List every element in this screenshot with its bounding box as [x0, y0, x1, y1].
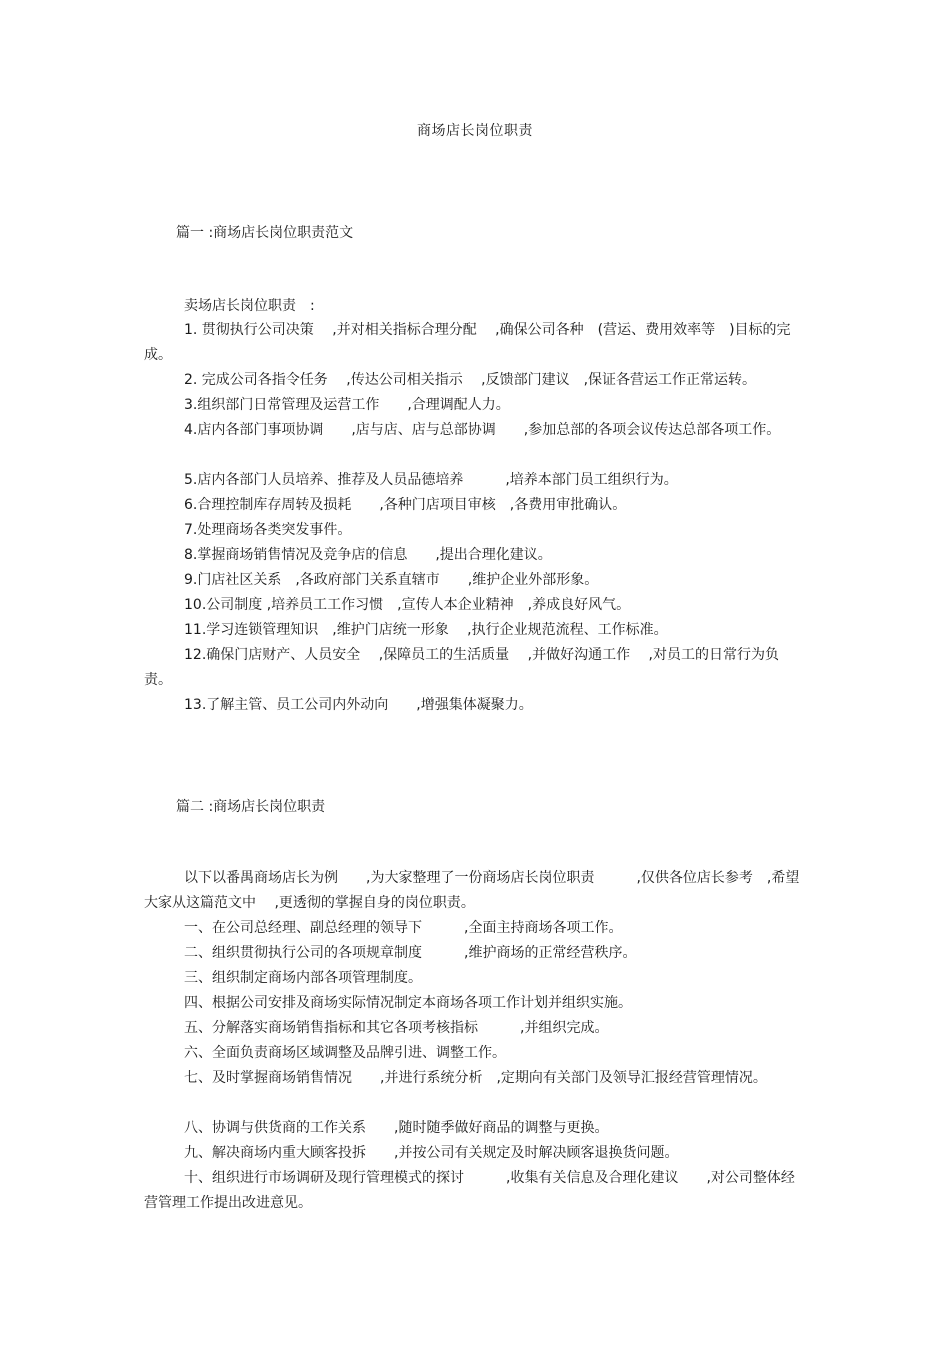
section2-item-4: 四、根据公司安排及商场实际情况制定本商场各项工作计划并组织实施。 [184, 995, 632, 1011]
section1-item-7: 7.处理商场各类突发事件。 [184, 522, 352, 538]
section1-item-1: 1. 贯彻执行公司决策 ,并对相关指标合理分配 ,确保公司各种 (营运、费用效率等 )目标的完成。 [144, 322, 791, 363]
section1-heading: 篇一 :商场店长岗位职责范文 [176, 225, 354, 241]
section2-item-2: 二、组织贯彻执行公司的各项规章制度 ,维护商场的正常经营秩序。 [184, 945, 637, 961]
section2-intro: 以下以番禺商场店长为例 ,为大家整理了一份商场店长岗位职责 ,仅供各位店长参考 ,希望大家从这篇范文中 ,更透彻的掌握自身的岗位职责。 [144, 870, 800, 911]
section1-item-6: 6.合理控制库存周转及损耗 ,各种门店项目审核 ,各费用审批确认。 [184, 497, 627, 513]
section2-item-6: 六、全面负责商场区域调整及品牌引进、调整工作。 [184, 1045, 506, 1061]
section2-heading: 篇二 :商场店长岗位职责 [176, 799, 326, 815]
section1-item-10: 10.公司制度 ,培养员工工作习惯 ,宣传人本企业精神 ,养成良好风气。 [184, 597, 631, 613]
section1-item-4: 4.店内各部门事项协调 ,店与店、店与总部协调 ,参加总部的各项会议传达总部各项工作。 [184, 422, 781, 438]
section2-item-10: 十、组织进行市场调研及现行管理模式的探讨 ,收集有关信息及合理化建议 ,对公司整体经营管理工作提出改进意见。 [144, 1170, 795, 1211]
section1-item-5: 5.店内各部门人员培养、推荐及人员品德培养 ,培养本部门员工组织行为。 [184, 472, 678, 488]
section2-item-1: 一、在公司总经理、副总经理的领导下 ,全面主持商场各项工作。 [184, 920, 623, 936]
page-title: 商场店长岗位职责 [417, 123, 533, 139]
section1-item-11: 11.学习连锁管理知识 ,维护门店统一形象 ,执行企业规范流程、工作标准。 [184, 622, 668, 638]
section2-item-5: 五、分解落实商场销售指标和其它各项考核指标 ,并组织完成。 [184, 1020, 609, 1036]
section2-item-3: 三、组织制定商场内部各项管理制度。 [184, 970, 422, 986]
section1-item-3: 3.组织部门日常管理及运营工作 ,合理调配人力。 [184, 397, 510, 413]
section1-item-9: 9.门店社区关系 ,各政府部门关系直辖市 ,维护企业外部形象。 [184, 572, 599, 588]
section1-item-13: 13.了解主管、员工公司内外动向 ,增强集体凝聚力。 [184, 697, 533, 713]
section2-item-8: 八、协调与供货商的工作关系 ,随时随季做好商品的调整与更换。 [184, 1120, 609, 1136]
section2-item-7: 七、及时掌握商场销售情况 ,并进行系统分析 ,定期向有关部门及领导汇报经营管理情况。 [184, 1070, 767, 1086]
section1-item-8: 8.掌握商场销售情况及竞争店的信息 ,提出合理化建议。 [184, 547, 552, 563]
section1-intro: 卖场店长岗位职责 : [184, 298, 315, 314]
section1-item-2: 2. 完成公司各指令任务 ,传达公司相关指示 ,反馈部门建议 ,保证各营运工作正常运转。 [184, 372, 757, 388]
section2-item-9: 九、解决商场内重大顾客投拆 ,并按公司有关规定及时解决顾客退换货问题。 [184, 1145, 679, 1161]
section1-item-12: 12.确保门店财产、人员安全 ,保障员工的生活质量 ,并做好沟通工作 ,对员工的日常行为负责。 [144, 647, 779, 688]
